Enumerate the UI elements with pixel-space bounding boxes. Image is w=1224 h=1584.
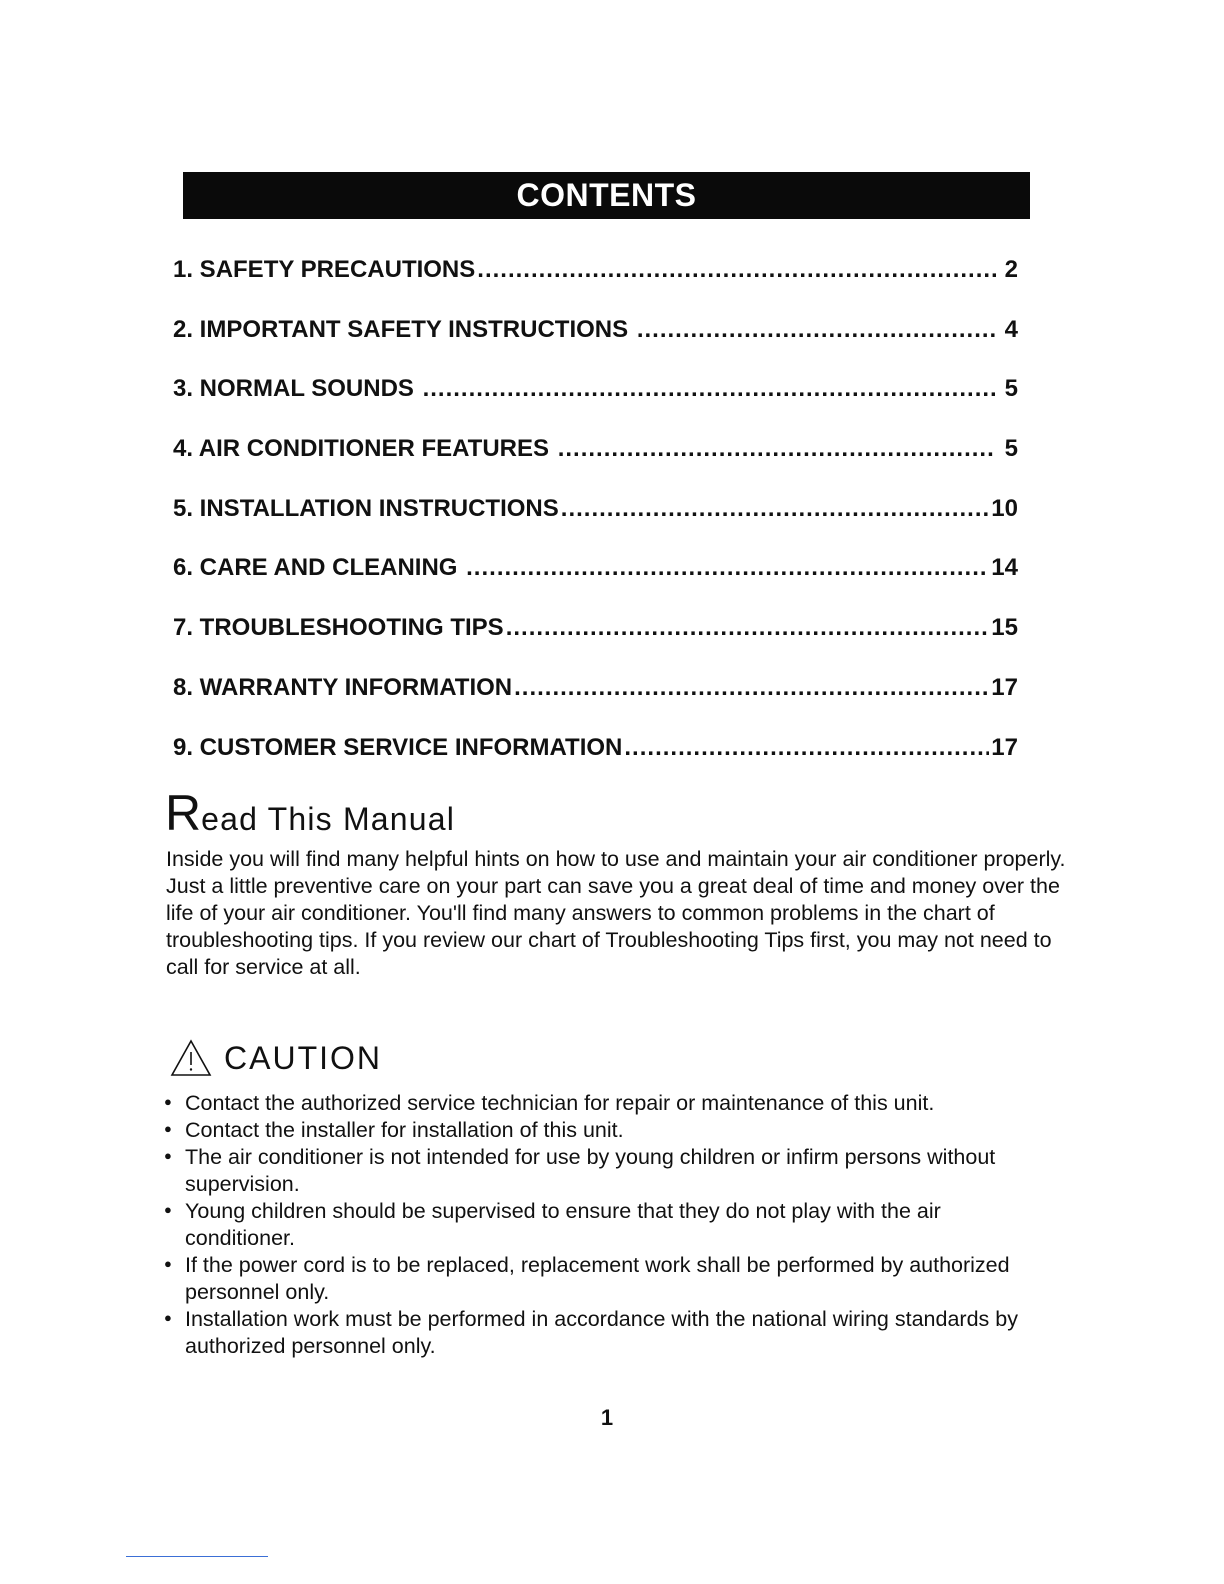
toc-entry-label: 6. CARE AND CLEANING bbox=[173, 554, 465, 582]
toc-entry-page: 10 bbox=[991, 494, 1018, 522]
toc-entry[interactable] bbox=[173, 310, 1018, 370]
toc-leader-dots bbox=[561, 489, 990, 529]
toc-leader-dots bbox=[466, 548, 989, 588]
contents-title: CONTENTS bbox=[516, 177, 697, 213]
read-manual-heading-text: ead This Manual bbox=[201, 801, 456, 837]
warning-triangle-icon bbox=[170, 1038, 212, 1078]
toc-entry-label: 9. CUSTOMER SERVICE INFORMATION bbox=[173, 733, 623, 761]
toc-entry[interactable] bbox=[173, 489, 1018, 549]
caution-item: ● Contact the installer for installation of this unit. bbox=[162, 1117, 1042, 1144]
toc-entry[interactable] bbox=[173, 429, 1018, 489]
caution-item: ● If the power cord is to be replaced, replacement work shall be performed by authorized personnel only. bbox=[162, 1252, 1042, 1306]
toc-entry-label: 2. IMPORTANT SAFETY INSTRUCTIONS bbox=[173, 315, 635, 343]
toc-entry-page: 14 bbox=[991, 554, 1018, 582]
read-manual-heading-initial: R bbox=[165, 785, 202, 841]
toc-entry[interactable] bbox=[173, 369, 1018, 429]
toc-entry-page: 5 bbox=[1004, 375, 1018, 403]
table-of-contents bbox=[173, 250, 1018, 787]
toc-entry-label: 7. TROUBLESHOOTING TIPS bbox=[173, 614, 504, 642]
contents-banner bbox=[183, 172, 1030, 219]
toc-entry[interactable] bbox=[173, 668, 1018, 728]
toc-leader-dots bbox=[558, 429, 996, 469]
toc-entry-label: 4. AIR CONDITIONER FEATURES bbox=[173, 435, 556, 463]
toc-entry-page: 17 bbox=[991, 733, 1018, 761]
toc-entry-label: 1. SAFETY PRECAUTIONS bbox=[173, 256, 476, 283]
toc-leader-dots bbox=[637, 310, 996, 350]
toc-leader-dots bbox=[514, 668, 989, 708]
toc-entry[interactable] bbox=[173, 548, 1018, 608]
footer-divider bbox=[126, 1556, 268, 1557]
toc-entry[interactable] bbox=[173, 728, 1018, 788]
toc-entry-page: 17 bbox=[991, 673, 1018, 701]
toc-entry-page: 15 bbox=[991, 614, 1018, 642]
caution-title: CAUTION bbox=[224, 1039, 382, 1076]
read-manual-heading bbox=[165, 785, 456, 841]
toc-entry[interactable] bbox=[173, 608, 1018, 668]
toc-leader-dots bbox=[506, 608, 990, 648]
toc-entry[interactable] bbox=[173, 250, 1018, 310]
caution-item: ● Contact the authorized service technician for repair or maintenance of this unit. bbox=[162, 1090, 1042, 1117]
toc-leader-dots bbox=[477, 250, 996, 290]
toc-entry-label: 5. INSTALLATION INSTRUCTIONS bbox=[173, 494, 559, 522]
caution-item: ● Installation work must be performed in accordance with the national wiring standards by authorized personnel only. bbox=[162, 1306, 1042, 1360]
toc-leader-dots bbox=[624, 728, 989, 768]
caution-item: ● The air conditioner is not intended for use by young children or infirm persons without supervision. bbox=[162, 1144, 1042, 1198]
toc-entry-page: 5 bbox=[1004, 435, 1018, 463]
caution-item: ● Young children should be supervised to ensure that they do not play with the air conditioner. bbox=[162, 1198, 1042, 1252]
read-manual-paragraph: Inside you will find many helpful hints on how to use and maintain your air conditioner properly. Just a little preventive care on your part can save you a great deal of time and money over the life of your air conditioner. You'll find many answers to common problems in the chart of troubleshooting tips. If you review our chart of Troubleshooting Tips first, you may not need to call for service at all. bbox=[166, 847, 1066, 979]
toc-leader-dots bbox=[423, 369, 996, 409]
toc-entry-page: 2 bbox=[1004, 256, 1018, 283]
caution-heading bbox=[170, 1036, 382, 1080]
toc-entry-label: 8. WARRANTY INFORMATION bbox=[173, 673, 513, 701]
caution-list bbox=[162, 1090, 1042, 1360]
toc-entry-label: 3. NORMAL SOUNDS bbox=[173, 375, 421, 403]
page-number: 1 bbox=[600, 1405, 614, 1430]
toc-entry-page: 4 bbox=[1004, 315, 1018, 343]
